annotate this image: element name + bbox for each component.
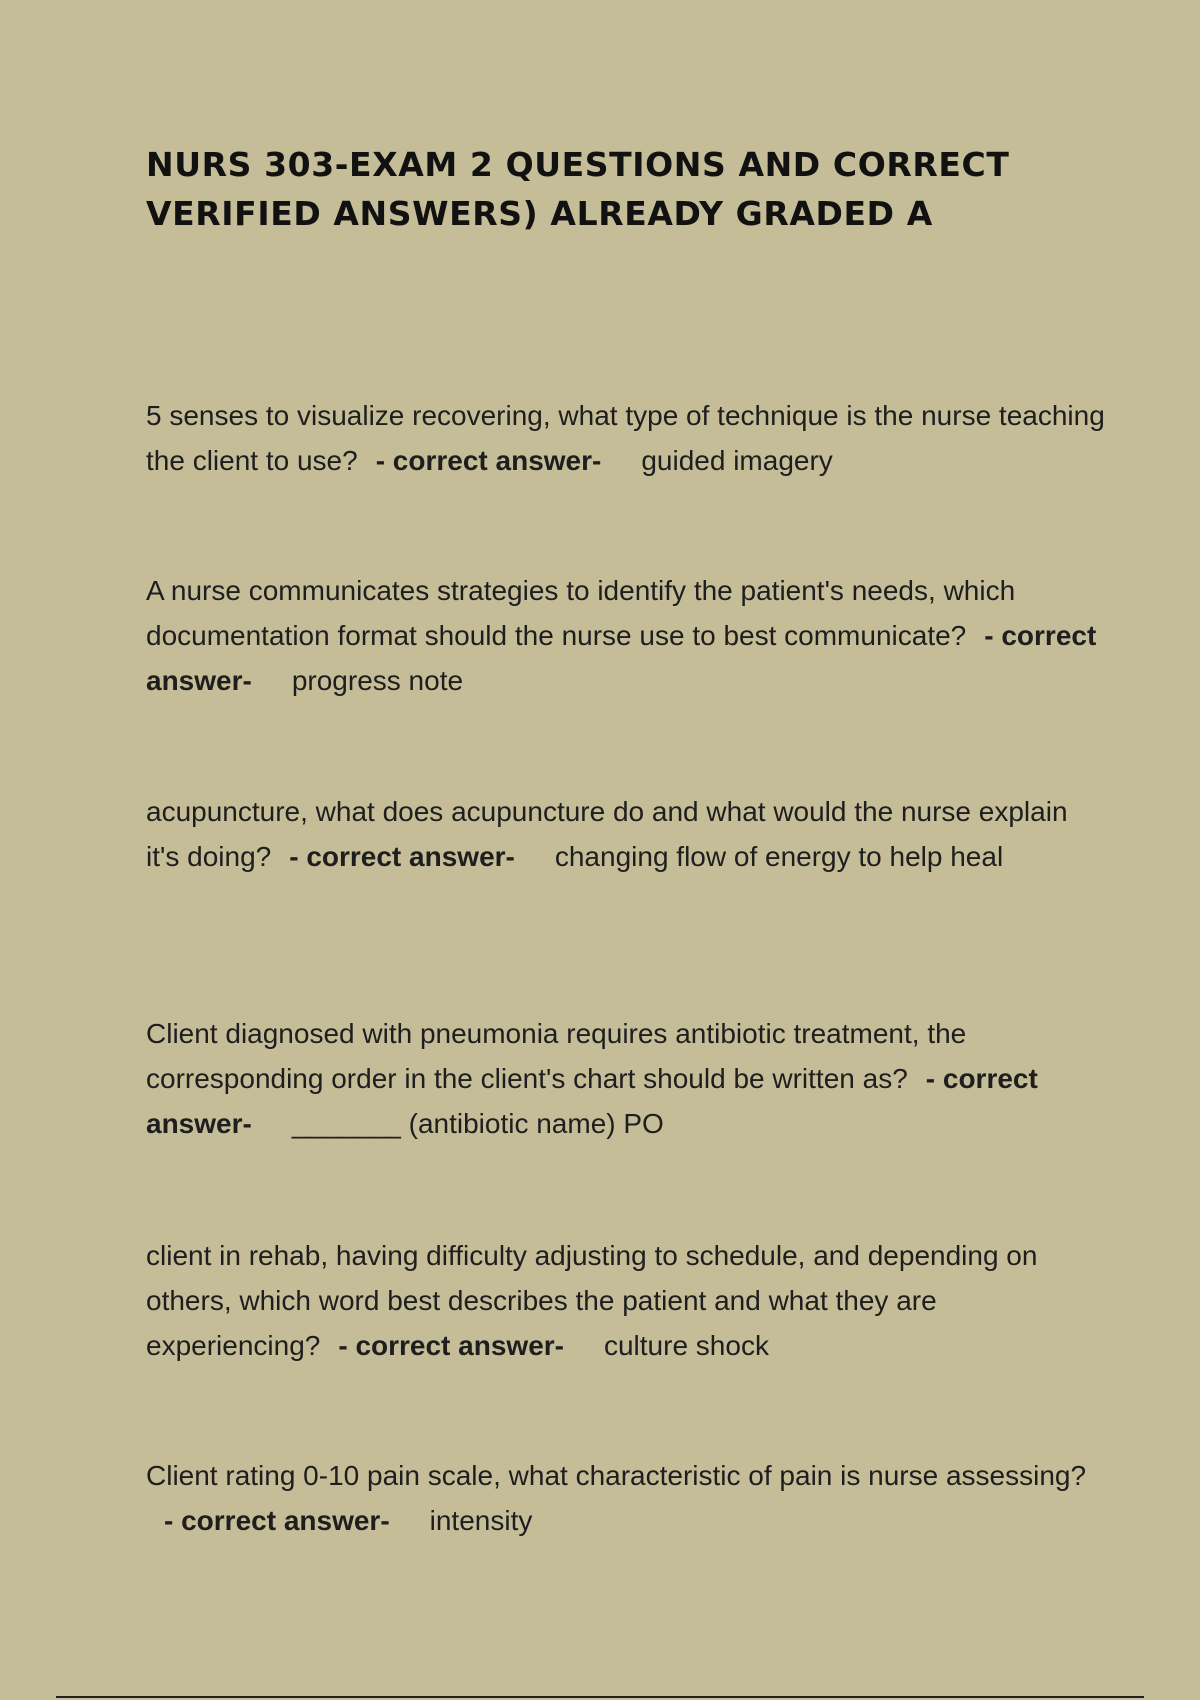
qa-item-2 [146,568,1106,703]
question-text: Client rating 0-10 pain scale, what characteristic of pain is nurse assessing? [146,1460,1087,1491]
question-text: acupuncture, what does acupuncture do and what would the nurse explain it's doing? [146,796,1068,872]
qa-item-6 [146,1453,1106,1543]
qa-item-5 [146,1233,1106,1368]
qa-item-1 [146,393,1106,483]
correct-answer-label: - correct answer- [146,620,1097,696]
correct-answer-label: - correct answer- [289,841,515,872]
qa-item-3 [146,789,1106,879]
question-text: Client diagnosed with pneumonia requires antibiotic treatment, the corresponding order in the client's chart should be written as? [146,1018,967,1094]
answer-text: _______ (antibiotic name) PO [291,1108,664,1139]
correct-answer-label: - correct answer- [375,445,602,476]
answer-text: culture shock [603,1330,769,1361]
question-text: 5 senses to visualize recovering, what type of technique is the nurse teaching the client to use? [146,400,1105,476]
answer-text: changing flow of energy to help heal [554,841,1004,872]
correct-answer-label: - correct answer- [338,1330,564,1361]
answer-text: guided imagery [641,445,833,476]
document-title: NURS 303-EXAM 2 QUESTIONS AND CORRECT VERIFIED ANSWERS) ALREADY GRADED A [146,145,1010,233]
question-text: A nurse communicates strategies to identify the patient's needs, which documentation format should the nurse use to best communicate? [146,575,1016,651]
answer-text: intensity [429,1505,533,1536]
footer-divider [56,1696,1144,1698]
question-text: client in rehab, having difficulty adjusting to schedule, and depending on others, which word best describes the patient and what they are experiencing? [146,1240,1038,1361]
qa-item-4 [146,1011,1106,1146]
correct-answer-label: - correct answer- [164,1505,390,1536]
answer-text: progress note [291,665,464,696]
correct-answer-label: - correct answer- [146,1063,1038,1139]
